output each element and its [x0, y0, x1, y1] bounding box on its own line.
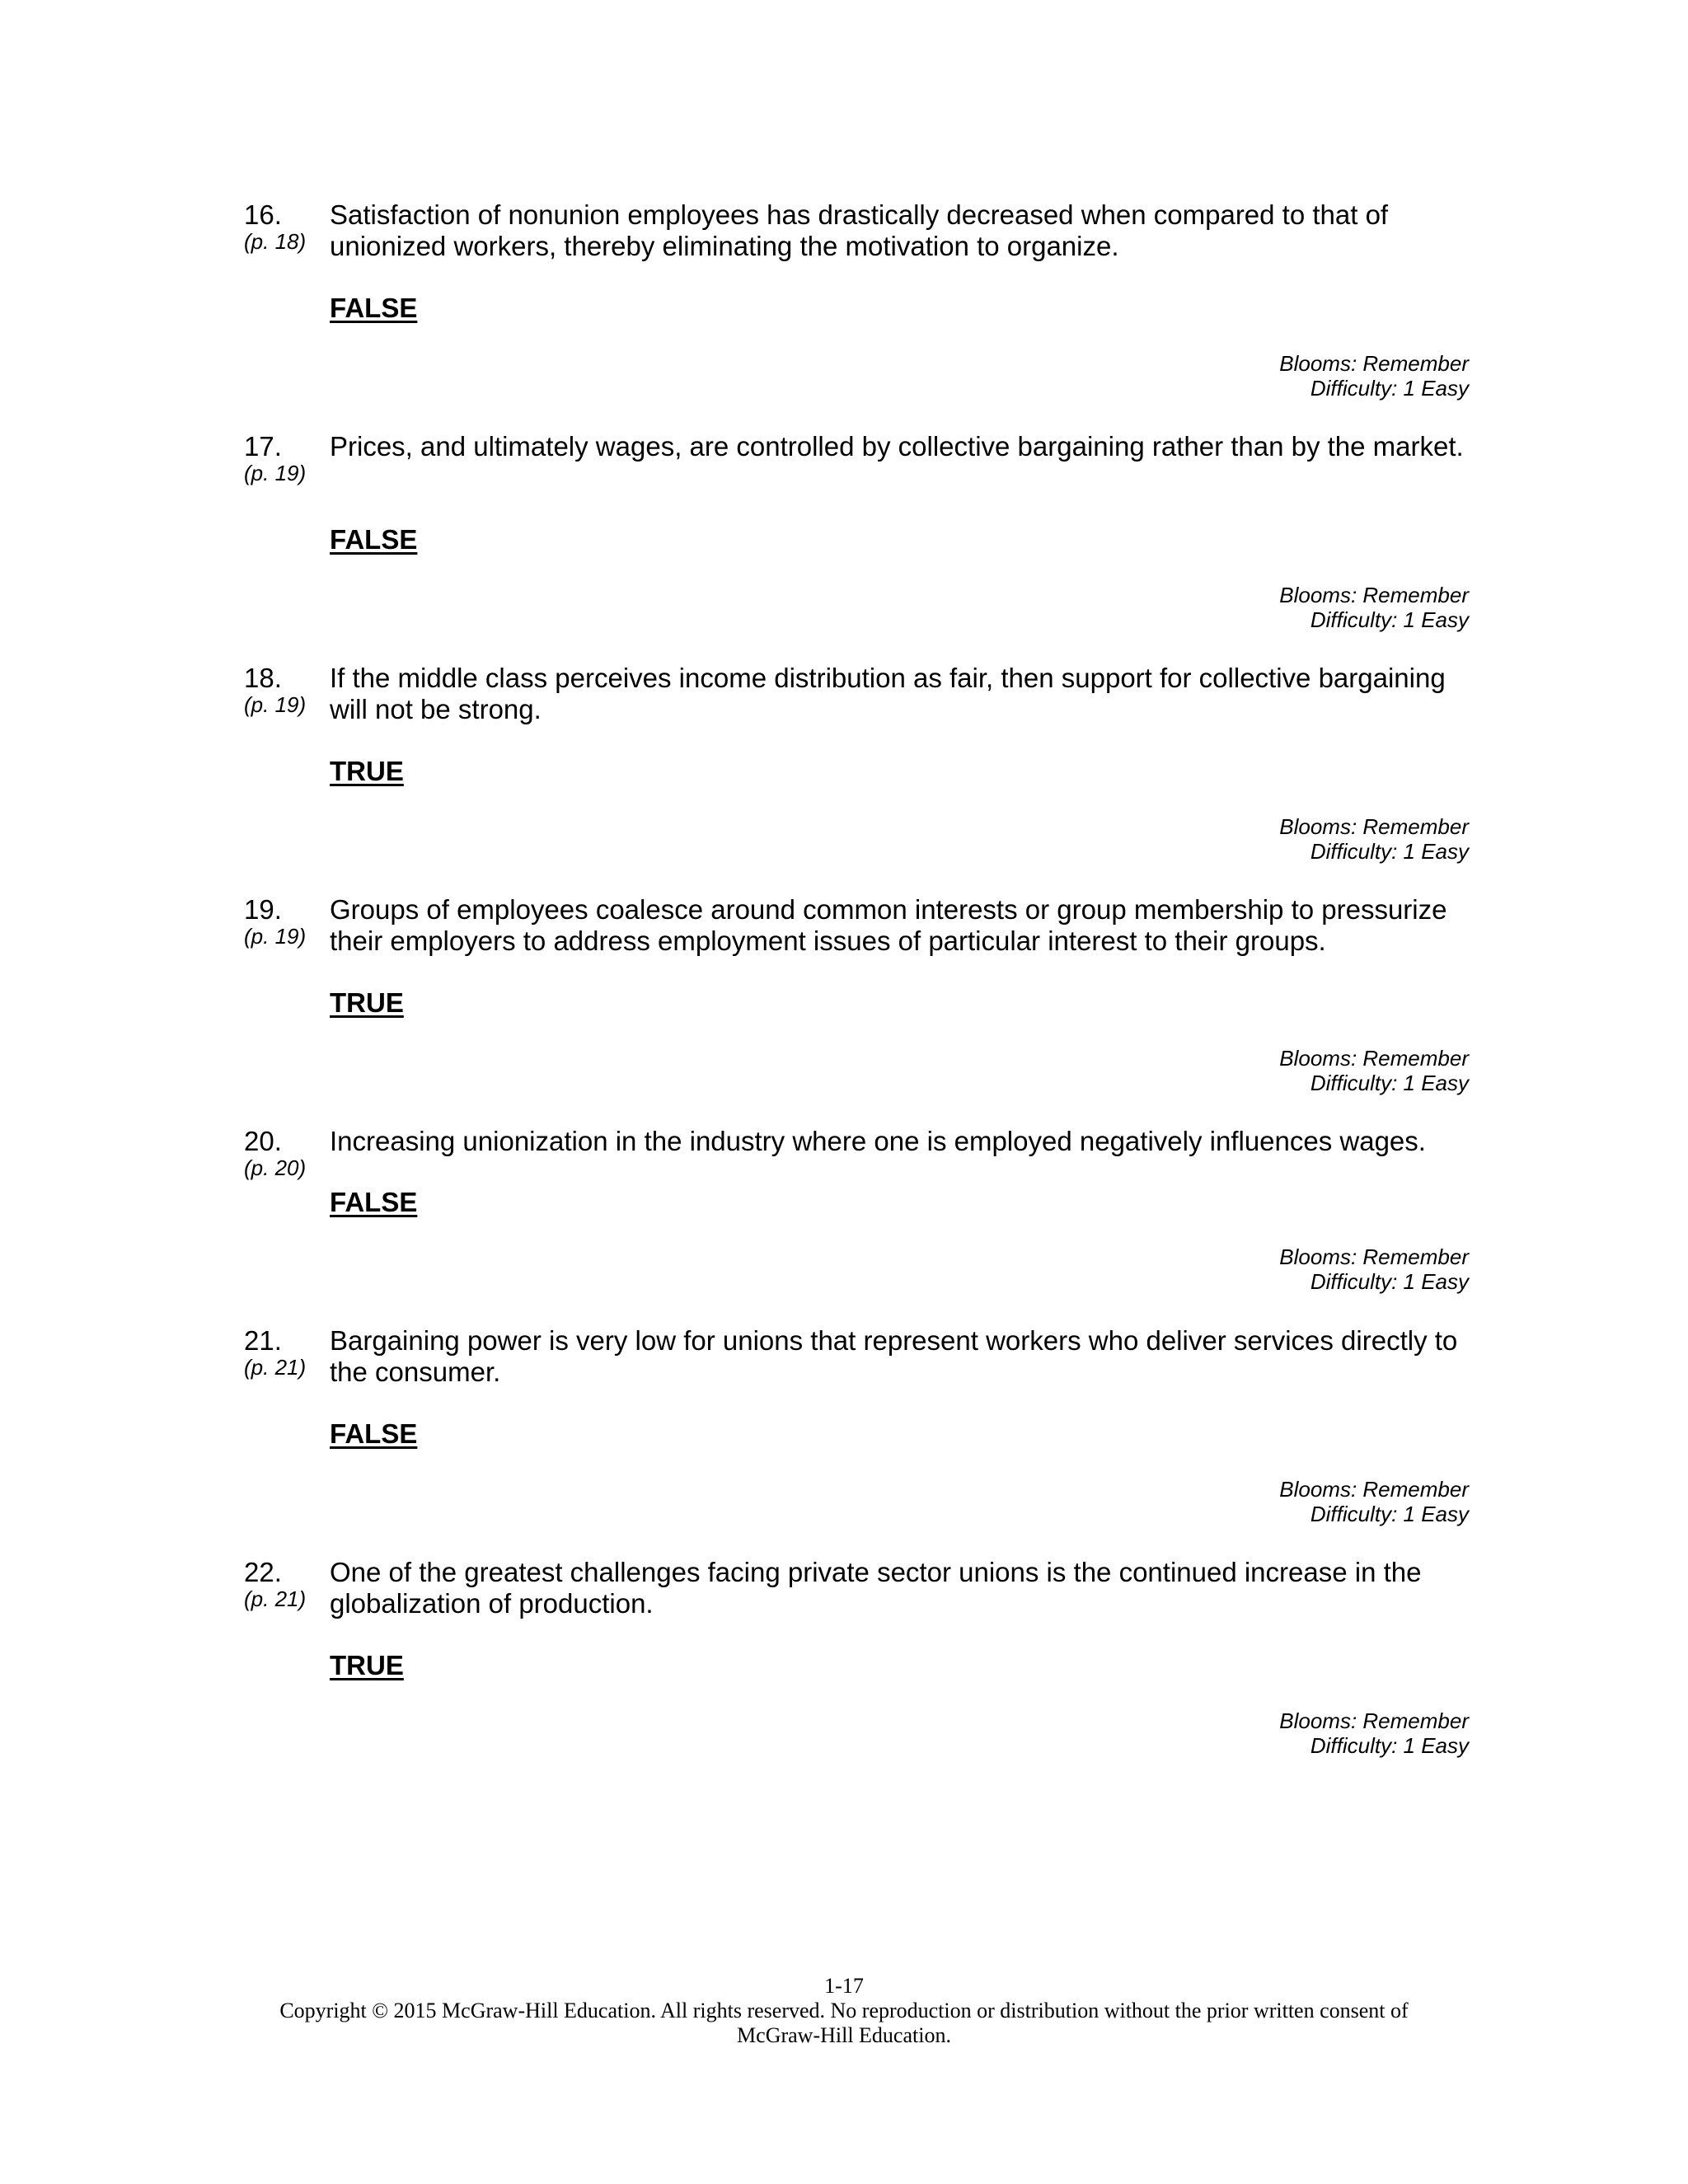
question-item — [244, 199, 1469, 422]
question-metadata — [1279, 1477, 1469, 1526]
difficulty-level: Difficulty: 1 Easy — [1310, 1071, 1469, 1095]
question-number: 22. — [244, 1557, 282, 1587]
page-reference: (p. 18) — [244, 229, 307, 254]
question-metadata — [1279, 583, 1469, 632]
question-item — [244, 431, 1469, 654]
question-metadata — [1279, 351, 1469, 401]
question-item — [244, 894, 1469, 1117]
difficulty-level: Difficulty: 1 Easy — [1310, 607, 1469, 632]
answer: TRUE — [330, 987, 404, 1018]
blooms-level: Blooms: Remember — [1279, 814, 1469, 839]
blooms-level: Blooms: Remember — [1279, 583, 1469, 607]
question-item — [244, 1557, 1469, 1779]
question-text: Satisfaction of nonunion employees has drastically decreased when compared to that of unionized workers, thereby eliminating the motivation to organize. — [330, 199, 1389, 261]
answer: FALSE — [330, 1187, 418, 1217]
question-text: Groups of employees coalesce around common interests or group membership to pressurize their employers to address employment issues of particular interest to their groups. — [330, 894, 1447, 956]
blooms-level: Blooms: Remember — [1279, 1244, 1469, 1269]
question-number: 17. — [244, 431, 282, 462]
question-item — [244, 1126, 1469, 1348]
page-reference: (p. 21) — [244, 1355, 307, 1380]
page-reference: (p. 19) — [244, 924, 307, 949]
answer: FALSE — [330, 524, 418, 555]
question-metadata — [1279, 814, 1469, 864]
copyright-notice: Copyright © 2015 McGraw-Hill Education. All rights reserved. No reproduction or distribution without the prior written consent of McGraw-Hill Education. — [279, 1999, 1409, 2047]
page-reference: (p. 19) — [244, 692, 307, 717]
blooms-level: Blooms: Remember — [1279, 1046, 1469, 1071]
page-reference: (p. 19) — [244, 461, 307, 485]
answer: FALSE — [330, 293, 418, 323]
question-text: If the middle class perceives income distribution as fair, then support for collective bargaining will not be strong. — [330, 663, 1446, 724]
difficulty-level: Difficulty: 1 Easy — [1310, 1269, 1469, 1294]
question-number: 21. — [244, 1325, 282, 1356]
question-text: Increasing unionization in the industry where one is employed negatively influences wages. — [330, 1126, 1426, 1156]
page-number: 1-17 — [824, 1974, 864, 1998]
page-reference: (p. 20) — [244, 1155, 307, 1180]
answer: TRUE — [330, 1650, 404, 1680]
blooms-level: Blooms: Remember — [1279, 351, 1469, 376]
page-reference: (p. 21) — [244, 1586, 307, 1611]
difficulty-level: Difficulty: 1 Easy — [1310, 1502, 1469, 1526]
question-number: 20. — [244, 1126, 282, 1156]
blooms-level: Blooms: Remember — [1279, 1708, 1469, 1733]
question-text: Bargaining power is very low for unions that represent workers who deliver services directly to the consumer. — [330, 1325, 1458, 1387]
difficulty-level: Difficulty: 1 Easy — [1310, 1733, 1469, 1758]
difficulty-level: Difficulty: 1 Easy — [1310, 376, 1469, 401]
question-metadata — [1279, 1708, 1469, 1758]
page-footer — [0, 1974, 1688, 2048]
question-item — [244, 663, 1469, 885]
question-metadata — [1279, 1046, 1469, 1095]
question-text: Prices, and ultimately wages, are controlled by collective bargaining rather than by the market. — [330, 431, 1464, 462]
answer: TRUE — [330, 756, 404, 786]
answer: FALSE — [330, 1418, 418, 1449]
question-number: 16. — [244, 199, 282, 230]
question-item — [244, 1325, 1469, 1548]
question-metadata — [1279, 1244, 1469, 1294]
question-number: 19. — [244, 894, 282, 925]
question-number: 18. — [244, 663, 282, 693]
question-text: One of the greatest challenges facing private sector unions is the continued increase in the globalization of production. — [330, 1557, 1422, 1619]
blooms-level: Blooms: Remember — [1279, 1477, 1469, 1502]
difficulty-level: Difficulty: 1 Easy — [1310, 839, 1469, 864]
